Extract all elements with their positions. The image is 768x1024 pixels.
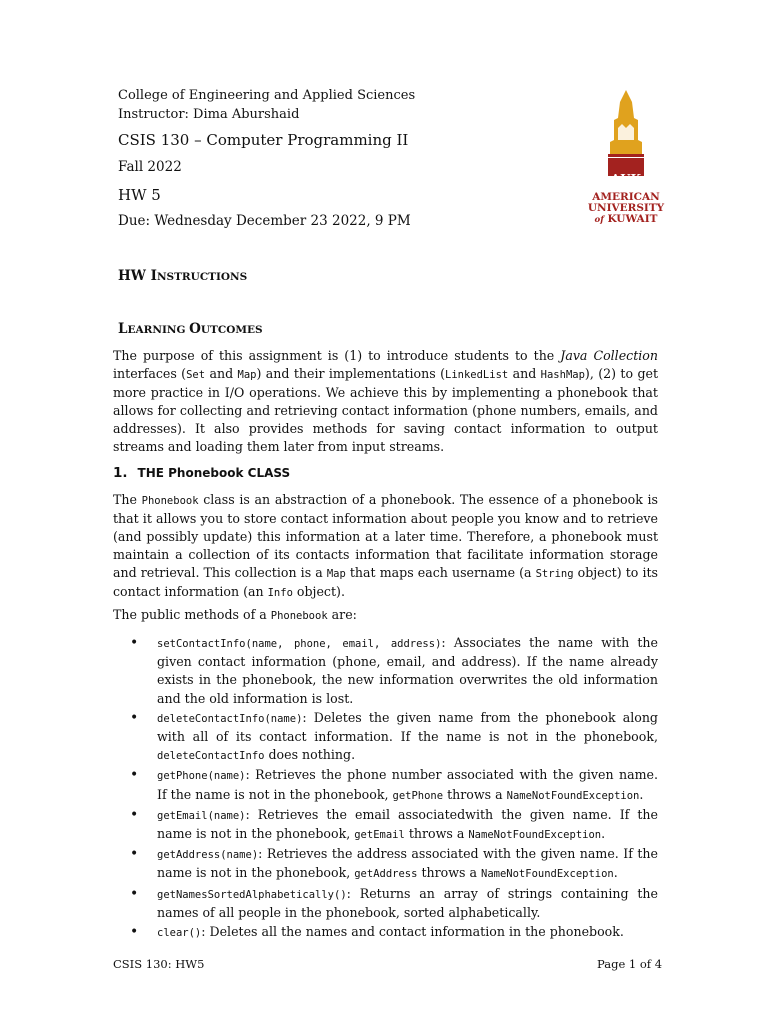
list-item [130,923,658,942]
instructor-name: Instructor: Dima Aburshaid [118,107,300,122]
logo-line-3: KUWAIT [607,213,658,225]
exception-ref: NameNotFoundException [481,868,614,881]
intro-text: interfaces ( [113,366,187,381]
method-signature: clear() [157,927,202,940]
phonebook-text: object) to its contact information (an [113,565,659,599]
logo-tower [610,90,642,154]
code-string: String [535,568,574,580]
method-code-ref: getAddress [354,868,418,881]
learning-heading-utcomes: UTCOMES [200,324,263,336]
exception-ref: NameNotFoundException [468,829,602,842]
footer-page-number: Page 1 of 4 [597,957,663,971]
method-description: . [601,826,606,842]
method-description: : Returns an array of strings containing the names of all people in the phonebook, sorted alphabetically. [157,885,658,920]
method-description: : Retrieves the address associated with the given name. If the name is not in the phonebook, [157,846,658,881]
method-description: . [639,786,644,802]
public-methods-text: The public methods of a [113,607,271,622]
code-linkedlist: LinkedList [445,369,509,381]
learning-heading-l: L [118,321,128,337]
instructions-heading-rest: NSTRUCTIONS [156,271,248,283]
intro-text: ) and their implementations ( [256,366,445,381]
term: Fall 2022 [118,159,182,175]
method-description: . [613,865,618,881]
code-hashmap: HashMap [540,369,585,381]
bullet-icon: • [130,806,139,823]
logo-badge-text: AUK [610,172,642,186]
list-item [130,766,658,804]
method-description: does nothing. [264,747,356,763]
public-methods-text: are: [327,607,357,622]
method-description: throws a [417,865,481,881]
college-name: College of Engineering and Applied Sciences [118,88,416,103]
hw-number: HW 5 [118,186,161,204]
bullet-icon: • [130,924,139,941]
bullet-icon: • [130,767,139,784]
instructions-heading-cap: HW I [118,268,157,284]
bullet-icon: • [130,709,139,726]
logo-line-2: UNIVERSITY [587,202,665,214]
intro-java-collection: Java Collection [560,348,659,363]
method-description: : Deletes all the names and contact information in the phonebook. [201,924,624,940]
exception-ref: NameNotFoundException [506,789,640,802]
method-description: : Retrieves the phone number associated with the given name. If the name is not in the phonebook, [157,767,658,802]
method-description: : Associates the name with the given contact information (phone, email, and address). If the name already exists in the phonebook, the new information overwrites the old information and the old information is lost. [157,635,658,706]
method-code-ref: getPhone [392,789,444,802]
instructions-heading [118,268,247,284]
section-number: 1. [113,465,128,481]
method-description: : Deletes the given name from the phonebook along with all of its contact information. If the name is not in the phonebook, [157,709,658,745]
method-signature: getNamesSortedAlphabetically() [157,888,347,901]
header-block [118,86,578,124]
phonebook-text: class is an abstraction of a phonebook. The essence of a phonebook is that it allows you to store contact information about people you know and to retrieve (and possibly update) this information at a later time. Therefore, a phonebook must maintain a collection of its contacts information that facilitate information storage and retrieval. This collection is a [113,492,659,580]
logo-wordmark [580,172,672,226]
public-methods-intro [113,607,357,622]
method-signature: getAddress(name) [157,849,259,862]
intro-text: and [205,366,238,381]
intro-paragraph [113,347,658,456]
code-phonebook: Phonebook [141,495,199,507]
method-description: throws a [443,786,507,802]
code-set: Set [186,369,206,381]
bullet-icon: • [130,635,139,651]
method-code-ref: deleteContactInfo [157,750,265,763]
bullet-icon: • [130,846,139,863]
section-1-heading [113,465,290,481]
method-signature: getPhone(name) [157,770,246,783]
section-title: THE Phonebook CLASS [137,466,291,480]
method-description: : Retrieves the email associatedwith the given name. If the name is not in the phonebook, [157,806,658,842]
footer-course: CSIS 130: HW5 [113,957,205,971]
list-item [130,845,658,883]
list-item [130,709,658,766]
method-code-ref: getEmail [354,829,405,842]
phonebook-paragraph [113,491,658,602]
logo-of: of [594,215,604,225]
intro-text: The purpose of this assignment is (1) to introduce students to the [113,348,561,363]
learning-heading-o: O [189,321,201,337]
code-info: Info [267,587,293,599]
list-item [130,634,658,708]
method-signature: getEmail(name) [157,809,246,822]
methods-list [130,634,658,943]
method-description: throws a [404,826,469,842]
list-item [130,806,658,844]
intro-text: and [508,366,541,381]
bullet-icon: • [130,885,139,902]
code-map: Map [326,568,346,580]
course-title: CSIS 130 – Computer Programming II [118,131,409,149]
phonebook-text: that maps each username (a [345,565,536,580]
phonebook-text: object). [292,584,345,599]
code-map: Map [237,369,257,381]
code-phonebook: Phonebook [270,610,328,622]
intro-text: ), (2) to get more practice in I/O operations. We achieve this by implementing a phonebook that allows for collecting and retrieving contact information (phone numbers, emails, and addresses). It also provides methods for saving contact information to output streams and loading them later from input streams. [113,366,659,454]
learning-heading-earning: EARNING [127,324,190,336]
due-date: Due: Wednesday December 23 2022, 9 PM [118,213,411,229]
logo-line-1: AMERICAN [592,191,660,203]
learning-outcomes-heading [118,321,263,337]
list-item [130,885,658,922]
method-signature: setContactInfo(name, phone, email, address) [157,638,442,650]
phonebook-text: The [113,492,142,507]
method-signature: deleteContactInfo(name) [157,712,303,725]
